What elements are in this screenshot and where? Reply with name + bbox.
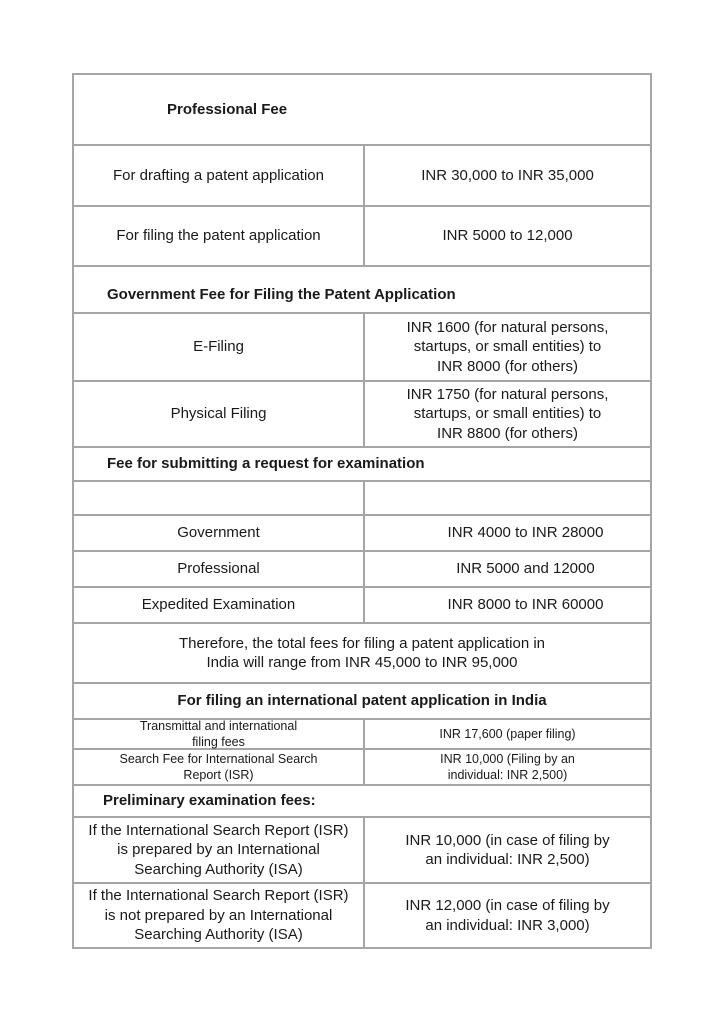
table-row: [74, 818, 650, 884]
table-row: [74, 884, 650, 947]
drafting-label: For drafting a patent application: [74, 146, 365, 205]
drafting-value: INR 30,000 to INR 35,000: [421, 166, 594, 184]
professional-fee-heading-row: [74, 75, 650, 146]
transmittal-value: INR 17,600 (paper filing): [439, 726, 576, 741]
physical-filing-value: INR 1750 (for natural persons, startups, or small entities) to INR 8800 (for others): [406, 385, 609, 442]
transmittal-label: Transmittal and international filing fees: [74, 720, 365, 748]
total-row: [74, 624, 650, 684]
exam-expedited-label: Expedited Examination: [74, 588, 365, 622]
efiling-label: E-Filing: [74, 314, 365, 380]
empty-cell: [365, 482, 650, 514]
table-row: [74, 207, 650, 267]
table-row: [74, 720, 650, 750]
international-heading: For filing an international patent application in India: [177, 692, 547, 710]
table-row: [74, 750, 650, 786]
table-row: [74, 516, 650, 552]
empty-row: [74, 482, 650, 516]
exam-expedited-value: INR 8000 to INR 60000: [447, 596, 604, 614]
international-heading-row: [74, 684, 650, 720]
efiling-value: INR 1600 (for natural persons, startups, or small entities) to INR 8000 (for others): [406, 318, 609, 375]
search-fee-value: INR 10,000 (Filing by an individual: INR 2,500): [440, 751, 575, 782]
government-fee-heading: Government Fee for Filing the Patent Application: [107, 285, 456, 303]
filing-value: INR 5000 to 12,000: [442, 227, 573, 245]
preliminary-no-isa-value: INR 12,000 (in case of filing by an individual: INR 3,000): [405, 897, 610, 934]
preliminary-heading-row: [74, 786, 650, 818]
preliminary-no-isa-label: If the International Search Report (ISR) is not prepared by an International Searching Authority (ISA): [74, 884, 365, 947]
table-row: [74, 552, 650, 588]
examination-heading: Fee for submitting a request for examination: [107, 455, 425, 473]
examination-heading-row: [74, 448, 650, 482]
table-row: [74, 146, 650, 207]
exam-professional-label: Professional: [74, 552, 365, 586]
preliminary-isa-label: If the International Search Report (ISR) is prepared by an International Searching Authority (ISA): [74, 818, 365, 882]
empty-cell: [74, 482, 365, 514]
search-fee-label: Search Fee for International Search Report (ISR): [74, 750, 365, 784]
exam-government-value: INR 4000 to INR 28000: [447, 524, 604, 542]
preliminary-isa-value: INR 10,000 (in case of filing by an individual: INR 2,500): [405, 831, 610, 868]
table-row: [74, 382, 650, 448]
preliminary-heading: Preliminary examination fees:: [103, 792, 316, 810]
filing-label: For filing the patent application: [74, 207, 365, 265]
government-fee-heading-row: [74, 267, 650, 314]
exam-professional-value: INR 5000 and 12000: [456, 560, 595, 578]
table-row: [74, 314, 650, 382]
table-row: [74, 588, 650, 624]
total-fees-text: Therefore, the total fees for filing a patent application in India will range from INR 45,000 to INR 95,000: [178, 634, 546, 671]
physical-filing-label: Physical Filing: [74, 382, 365, 446]
professional-fee-heading: Professional Fee: [167, 100, 288, 118]
exam-government-label: Government: [74, 516, 365, 550]
patent-fee-table: [72, 73, 652, 949]
